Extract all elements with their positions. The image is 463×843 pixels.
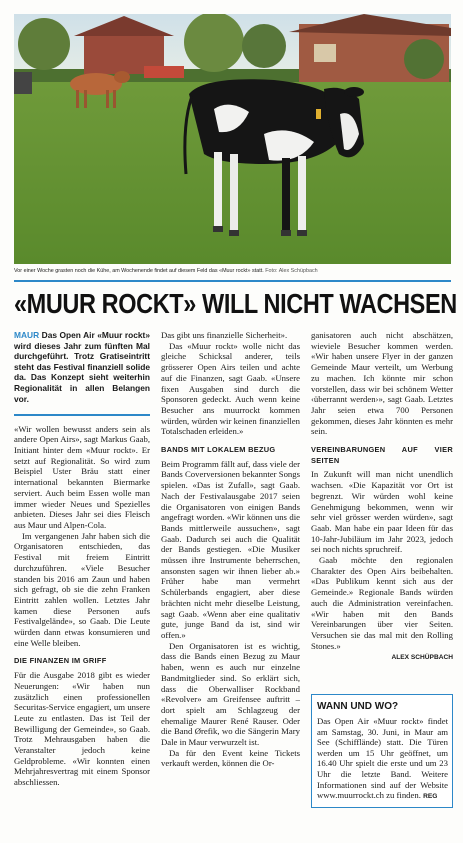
photo-credit: Foto: Alex Schüpbach — [265, 268, 318, 274]
lead-divider — [14, 414, 150, 416]
subheading: BANDS MIT LOKALEM BEZUG — [161, 445, 276, 455]
body-paragraph: Da für den Event keine Tickets verkauft werden, können die Or- — [161, 747, 300, 769]
body-paragraph: «Wir wollen bewusst anders sein als andere Open Airs», sagt Markus Gaab, Initiant hinter dem «Muur rockt». Er setzt auf Regionalität. So wird zum Beispiel Uster Bräu statt einer international bekannten Biermarke serviert. Auch beim Essen wolle man immer wieder Neues und Spezielles anbieten. Dieses Jahr sei dies Fleisch aus Maur und Alpen-Cola. — [14, 423, 150, 530]
author-byline: ALEX SCHÜPBACH — [391, 654, 453, 662]
column-3 — [311, 330, 453, 664]
body-paragraph: Gaab möchte den regionalen Charakter des Open Airs beibehalten. «Das Publikum kennt sich aus der Gemeinde.» Regionale Bands würden auch die Administration vereinfachen. «Wir haben mit den Bands Vereinbarungen über vier Seiten. Versuchen sie das mal mit den Rolling Stones.» — [311, 555, 453, 651]
column-1 — [14, 330, 150, 788]
info-box-body: Das Open Air «Muur rockt» findet am Samstag, 30. Juni, in Maur am See (Schifflände) statt. Die Türen werden um 15 Uhr geöffnet, um 16.40 Uhr spielt die erste und um 23 Uhr die letzte Band. Weitere Informationen sind auf der Website www.muurrockt.ch zu finden. — [317, 716, 448, 801]
column-2 — [161, 330, 300, 769]
info-box-title: WANN UND WO? — [317, 701, 399, 712]
photo-caption — [14, 268, 451, 274]
body-paragraph: Im vergangenen Jahr haben sich die Organisatoren entschieden, das Festival mit freiem Eintritt durchzuführen. «Viele Besucher standen bis 2016 am Zaun und haben sich gefragt, ob sie die zehn Franken Eintritt zahlen wollen. Letztes Jahr kamen diese Personen aufs Festivalgelände», so Gaab. Die Leute würden dann etwas konsumieren und eine Welle bleiben. — [14, 530, 150, 648]
info-box — [311, 694, 453, 808]
body-paragraph: ganisatoren auch nicht abschätzen, wieviele Besucher kommen werden. «Wir haben unsere Flyer in der ganzen Gemeinde Maur verteilt, um Werbung zu machen. Ich könnte mir schon vorstellen, dass wir bei schönem Wetter ‹überrannt werden›», sagt Gaab. Letztes Jahr seien etwa 700 Personen gekommen, dieses Jahr könnten es mehr sein. — [311, 330, 453, 437]
cow-photo — [14, 14, 451, 264]
top-divider — [14, 280, 451, 282]
subheading: DIE FINANZEN IM GRIFF — [14, 656, 107, 666]
body-paragraph: Das «Muur rockt» wolle nicht das gleiche Schicksal anderer, teils grösserer Open Airs teilen und achte auf die Finanzen, sagt Gaab. «Unsere fixen Ausgaben sind durch die Sponsoren gedeckt. Auch wenn keine Besucher ans muurrockt kommen würden, würden wir keinen finanziellen Totalschaden erleiden.» — [161, 340, 300, 437]
body-paragraph: Für die Ausgabe 2018 gibt es wieder Neuerungen: «Wir haben nun zusätzlich einen professionellen Securitas-Service engagiert, um unsere Leute zu entlasten. Das ist Teil der Bewilligung der Gemeinde», so Gaab. Trotz Mehrausgaben haben die Veranstalter jedoch keine Geldprobleme. «Wir konnten einen Mehrjahresvertrag mit einem Sponsor abschliessen. — [14, 670, 150, 788]
lead-paragraph — [14, 330, 150, 404]
body-paragraph: Den Organisatoren ist es wichtig, dass die Bands einen Bezug zu Maur haben, wenn es auch nur einzelne Bandmitglieder sind. So erklärt sich, dass die Oberwalliser Rockband «Revolver» am Greifensee auftritt – dort spielt am Schlagzeug der ehemalige Maurer René Rauser. Oder die Band Ørefik, wo die Sängerin Mary Dale in Maur verwurzelt ist. — [161, 640, 300, 748]
subheading: VEREINBARUNGEN AUF VIER SEITEN — [311, 445, 453, 465]
info-box-text — [317, 716, 448, 803]
lead-text: Das Open Air «Muur rockt» wird dieses Jahr zum fünften Mal durchgeführt. Trotz Gratiseintritt steht das Festival finanziell solide da. Das Konzept sieht weiterhin Regionalität in allen Belangen vor. — [14, 330, 151, 404]
dateline: MAUR — [14, 330, 40, 340]
caption-text: Vor einer Woche grasten noch die Kühe, am Wochenende findet auf diesem Feld das «Muur rockt» statt. — [14, 268, 264, 274]
body-paragraph: Das gibt uns finanzielle Sicherheit». — [161, 330, 288, 340]
headline: «MUUR ROCKT» WILL NICHT WACHSEN — [14, 288, 457, 320]
source-tag: REG — [423, 793, 438, 801]
body-paragraph: In Zukunft will man nicht unendlich wachsen. «Die Kapazität vor Ort ist begrenzt. Wir würden wohl keine Genehmigung bekommen, wenn wir sehr viel grösser werden würden», sagt Gaab. Man habe ein paar Ideen für das 10-Jahr-Jubiläum im Jahr 2023, jedoch sei noch nichts spruchreif. — [311, 469, 453, 555]
body-paragraph: Beim Programm fällt auf, dass viele der Bands Coverversionen bekannter Songs spielen. «Das ist Zufall», sagt Gaab. Nach der Festivalausgabe 2017 seien die Organisatoren von einigen Bands angefragt worden. «Wir können uns die Bands mittlerweile aussuchen», sagt Gaab. Dadurch sei auch die Qualität der Bands gestiegen. «Die Musiker müssen ihre Instrumente beherrschen, ansonsten sagen wir ihnen lieber ab.» Früher habe man vermehrt Schülerbands engagiert, aber diese brächten nicht mehr dieselbe Leistung, sagt Gaab. «Wenn aber eine qualitativ gute, junge Band da ist, sind wir offen.» — [161, 458, 300, 640]
